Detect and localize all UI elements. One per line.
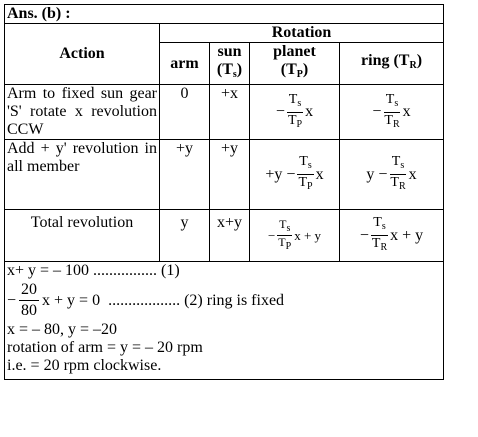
sun-value: +x bbox=[220, 85, 239, 102]
frac-num-sub: s bbox=[400, 160, 405, 171]
action-cell bbox=[5, 210, 160, 262]
frac-num-sub: s bbox=[394, 97, 399, 109]
action-text: Arm to fixed sun gear 'S' rotate x revolution CCW bbox=[7, 85, 157, 138]
action-cell bbox=[5, 85, 160, 140]
ring-expression bbox=[360, 215, 423, 256]
answer-row bbox=[5, 5, 444, 24]
ring-expression bbox=[366, 154, 416, 195]
solution-table bbox=[4, 4, 444, 380]
arm-header-cell bbox=[160, 43, 210, 85]
planet-cell bbox=[250, 140, 340, 210]
ring-fraction bbox=[382, 92, 401, 133]
frac-den: T bbox=[384, 112, 393, 128]
planet-suffix: x bbox=[305, 103, 314, 120]
planet-prefix: +y − bbox=[265, 165, 296, 183]
table-row bbox=[5, 210, 444, 262]
arm-value: +y bbox=[175, 140, 194, 157]
frac-den-sub: P bbox=[296, 118, 303, 130]
ring-suffix: x bbox=[408, 165, 417, 183]
planet-suffix: x + y bbox=[294, 227, 322, 243]
planet-prefix: − bbox=[267, 227, 276, 243]
frac-den: T bbox=[390, 175, 399, 190]
arm-value: 0 bbox=[180, 85, 189, 102]
ring-sub: R bbox=[409, 60, 417, 71]
ring-expression bbox=[372, 92, 410, 133]
arm-cell bbox=[160, 85, 210, 140]
eq2-num: 20 bbox=[19, 280, 39, 301]
action-header-cell bbox=[5, 24, 160, 85]
frac-num: T bbox=[279, 217, 287, 231]
action-text: Add + y' revolution in all member bbox=[7, 140, 157, 175]
frac-den: T bbox=[287, 112, 297, 128]
arm-cell bbox=[160, 140, 210, 210]
sun-value: +y bbox=[220, 140, 239, 157]
frac-num: T bbox=[373, 215, 382, 230]
ring-suffix: x + y bbox=[390, 226, 424, 244]
ring-suffix: x bbox=[402, 103, 411, 120]
arm-value: y bbox=[180, 214, 189, 231]
frac-num-sub: s bbox=[297, 97, 302, 109]
answer-label: Ans. (b) : bbox=[7, 5, 71, 22]
table-row bbox=[5, 140, 444, 210]
sun-cell bbox=[210, 140, 250, 210]
frac-den: T bbox=[371, 236, 381, 251]
ring-cell bbox=[340, 140, 444, 210]
planet-prefix: − bbox=[275, 103, 285, 120]
ring-header: ring (T bbox=[361, 52, 410, 69]
ring-close: ) bbox=[416, 52, 423, 69]
sun-cell bbox=[210, 85, 250, 140]
planet-expression bbox=[276, 92, 313, 133]
planet-sym: T bbox=[286, 61, 297, 78]
equation-3: x = – 80, y = –20 bbox=[7, 321, 118, 338]
sun-header-symbol: $(T_s)$ bbox=[216, 61, 243, 80]
sun-value: x+y bbox=[216, 214, 243, 231]
sun-sym: T bbox=[222, 61, 233, 78]
planet-fraction bbox=[296, 154, 314, 195]
planet-cell bbox=[250, 85, 340, 140]
ring-header-cell bbox=[340, 43, 444, 85]
frac-num: T bbox=[299, 154, 308, 169]
action-header: Action bbox=[59, 45, 105, 62]
frac-num-sub: s bbox=[381, 221, 386, 232]
sun-sub: s bbox=[232, 69, 237, 80]
frac-den: T bbox=[278, 235, 286, 249]
frac-num: T bbox=[385, 91, 395, 107]
planet-fraction bbox=[286, 92, 304, 133]
header-row-1 bbox=[5, 24, 444, 43]
solution-page bbox=[4, 4, 443, 380]
frac-num: T bbox=[288, 91, 298, 107]
planet-expression bbox=[265, 154, 323, 195]
frac-num-sub: s bbox=[307, 160, 312, 171]
planet-header-cell bbox=[250, 43, 340, 85]
frac-den-sub: R bbox=[380, 242, 388, 253]
equation-1: x+ y = – 100 ................ (1) bbox=[7, 262, 180, 279]
equations-row bbox=[5, 262, 444, 380]
arm-header: arm bbox=[170, 54, 199, 72]
frac-den-sub: P bbox=[307, 181, 313, 192]
frac-num-sub: s bbox=[286, 223, 291, 234]
eq2-fraction bbox=[19, 280, 39, 321]
frac-den-sub: R bbox=[398, 181, 406, 192]
planet-fraction bbox=[276, 218, 293, 253]
ring-prefix: − bbox=[359, 226, 369, 244]
planet-header: planet bbox=[273, 43, 316, 60]
frac-num: T bbox=[391, 154, 401, 169]
planet-expression bbox=[268, 218, 321, 253]
equations-cell bbox=[5, 262, 444, 380]
ring-fraction bbox=[370, 215, 389, 256]
rotation-header-cell bbox=[160, 24, 444, 43]
sun-cell bbox=[210, 210, 250, 262]
planet-sub: P bbox=[296, 69, 303, 80]
ring-prefix: y − bbox=[366, 165, 388, 183]
action-cell bbox=[5, 140, 160, 210]
equation-4: rotation of arm = y = – 20 rpm bbox=[7, 339, 203, 356]
ring-cell bbox=[340, 210, 444, 262]
action-text: Total revolution bbox=[30, 214, 134, 231]
frac-den-sub: R bbox=[392, 118, 400, 130]
eq2-prefix: − bbox=[7, 291, 17, 309]
frac-den: T bbox=[298, 175, 308, 190]
planet-header-symbol: $(T_P)$ bbox=[280, 61, 309, 80]
rotation-header: Rotation bbox=[271, 24, 332, 41]
equation-5: i.e. = 20 rpm clockwise. bbox=[7, 357, 162, 374]
planet-cell bbox=[250, 210, 340, 262]
planet-suffix: x bbox=[315, 165, 324, 183]
eq2-den: 80 bbox=[21, 302, 38, 319]
sun-header-cell bbox=[210, 43, 250, 85]
frac-den-sub: P bbox=[285, 241, 292, 252]
equation-2 bbox=[7, 280, 441, 321]
ring-prefix: − bbox=[372, 103, 382, 120]
eq2-rest: x + y = 0 .................. (2) ring is fixed bbox=[42, 291, 285, 309]
table-row bbox=[5, 85, 444, 140]
ring-fraction bbox=[388, 154, 407, 195]
arm-cell bbox=[160, 210, 210, 262]
ring-cell bbox=[340, 85, 444, 140]
sun-header: sun bbox=[217, 43, 242, 60]
